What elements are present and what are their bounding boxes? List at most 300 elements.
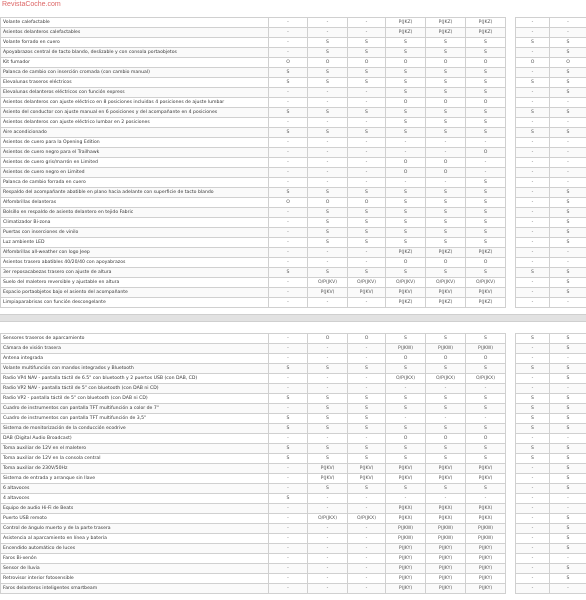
feature-value: S — [348, 228, 386, 238]
column-gap — [506, 238, 516, 248]
feature-label: Asientos delanteros con ajuste eléctrico en 8 posiciones incluidas 4 posiciones de ajuste lumbar — [1, 98, 269, 108]
feature-value: S — [269, 128, 308, 138]
feature-value: S — [466, 38, 506, 48]
feature-value: - — [516, 258, 550, 268]
feature-label: Equipo de audio Hi-Fi de Beats — [1, 504, 269, 514]
feature-value: S — [386, 404, 426, 414]
feature-value: - — [550, 258, 586, 268]
column-gap — [506, 514, 516, 524]
column-gap — [506, 444, 516, 454]
feature-value: S — [308, 188, 348, 198]
feature-label: Alfombrillas all-weather con logo Jeep — [1, 248, 269, 258]
feature-value: S — [426, 444, 466, 454]
table-row — [1, 278, 586, 288]
column-gap — [506, 148, 516, 158]
column-gap — [506, 18, 516, 28]
feature-value: - — [516, 474, 550, 484]
feature-value: S — [550, 344, 586, 354]
feature-value: - — [516, 98, 550, 108]
column-gap — [506, 298, 516, 308]
feature-value: P(JKV) — [348, 474, 386, 484]
feature-value: P(JKV) — [426, 464, 466, 474]
equipment-table-tech — [0, 333, 586, 594]
feature-label: Suelo del maletero reversible y ajustable en altura — [1, 278, 269, 288]
feature-label: Asientos delanteros con ajuste eléctrico lumbar en 2 posiciones — [1, 118, 269, 128]
feature-value: O — [269, 58, 308, 68]
feature-value: S — [550, 524, 586, 534]
feature-value: S — [466, 208, 506, 218]
feature-value: S — [516, 364, 550, 374]
column-gap — [506, 584, 516, 594]
feature-value: - — [466, 384, 506, 394]
feature-value: P(JKV) — [386, 474, 426, 484]
table-row — [1, 554, 586, 564]
table-row — [1, 88, 586, 98]
column-gap — [506, 464, 516, 474]
feature-label: Aire acondicionado — [1, 128, 269, 138]
feature-value: - — [269, 148, 308, 158]
column-gap — [506, 198, 516, 208]
feature-value: S — [466, 238, 506, 248]
feature-value: O — [426, 258, 466, 268]
feature-value: S — [516, 454, 550, 464]
feature-value: S — [308, 108, 348, 118]
feature-value: P(JKZ) — [386, 248, 426, 258]
feature-value: S — [386, 78, 426, 88]
feature-label: Elevalunas traseros eléctricos — [1, 78, 269, 88]
feature-label: Encendido automático de luces — [1, 544, 269, 554]
feature-value: - — [308, 504, 348, 514]
column-gap — [506, 534, 516, 544]
column-gap — [506, 344, 516, 354]
feature-label: Sistema de monitorización de la conducción ecodrive — [1, 424, 269, 434]
column-gap — [506, 334, 516, 344]
feature-label: Bolsillo en respaldo de asiento delantero en tejido Fabric — [1, 208, 269, 218]
feature-value: S — [466, 454, 506, 464]
feature-value: S — [269, 444, 308, 454]
feature-value: P(JKZ) — [466, 28, 506, 38]
feature-value: - — [348, 504, 386, 514]
column-gap — [506, 474, 516, 484]
feature-value: - — [269, 178, 308, 188]
feature-value: - — [348, 88, 386, 98]
feature-label: Volante forrado en cuero — [1, 38, 269, 48]
feature-value: S — [269, 108, 308, 118]
feature-value: O/P(JKV) — [348, 278, 386, 288]
column-gap — [506, 554, 516, 564]
feature-value: - — [550, 554, 586, 564]
feature-value: S — [386, 484, 426, 494]
feature-value: O — [426, 58, 466, 68]
feature-value: - — [426, 148, 466, 158]
table-row — [1, 288, 586, 298]
feature-value: - — [550, 494, 586, 504]
column-gap — [506, 78, 516, 88]
feature-value: - — [269, 514, 308, 524]
feature-value: S — [516, 108, 550, 118]
feature-label: Puertas con inserciones de vinilo — [1, 228, 269, 238]
feature-value: S — [550, 454, 586, 464]
feature-value: S — [550, 78, 586, 88]
feature-value: - — [550, 138, 586, 148]
column-gap — [506, 88, 516, 98]
feature-value: S — [550, 88, 586, 98]
feature-value: - — [269, 484, 308, 494]
table-row — [1, 38, 586, 48]
feature-value: P(JKY) — [386, 554, 426, 564]
feature-value: P(JKY) — [426, 584, 466, 594]
feature-value: - — [308, 298, 348, 308]
column-gap — [506, 384, 516, 394]
feature-value: S — [348, 268, 386, 278]
feature-value: S — [550, 414, 586, 424]
feature-value: S — [348, 48, 386, 58]
table-row — [1, 248, 586, 258]
feature-value: - — [516, 218, 550, 228]
feature-value: - — [269, 464, 308, 474]
feature-value: S — [386, 68, 426, 78]
feature-value: - — [516, 374, 550, 384]
feature-label: Faros Bi-xenón — [1, 554, 269, 564]
feature-value: - — [348, 354, 386, 364]
feature-value: S — [466, 78, 506, 88]
feature-value: - — [269, 288, 308, 298]
feature-value: S — [386, 38, 426, 48]
column-gap — [506, 248, 516, 258]
feature-value: - — [386, 494, 426, 504]
feature-label: Sistema de entrada y arranque sin llave — [1, 474, 269, 484]
column-gap — [506, 48, 516, 58]
column-gap — [506, 574, 516, 584]
column-gap — [506, 288, 516, 298]
feature-value: - — [466, 414, 506, 424]
feature-value: P(JKZ) — [386, 28, 426, 38]
feature-value: - — [348, 574, 386, 584]
feature-value: S — [550, 564, 586, 574]
feature-value: - — [308, 158, 348, 168]
feature-value: S — [348, 68, 386, 78]
feature-value: - — [516, 514, 550, 524]
feature-value: S — [550, 38, 586, 48]
feature-value: - — [269, 278, 308, 288]
feature-value: - — [308, 434, 348, 444]
table-row — [1, 148, 586, 158]
feature-value: - — [516, 228, 550, 238]
feature-value: P(JKW) — [466, 534, 506, 544]
table-row — [1, 108, 586, 118]
feature-label: Asientos de cuero negro para el Trailhawk — [1, 148, 269, 158]
column-gap — [506, 374, 516, 384]
feature-value: S — [348, 364, 386, 374]
feature-value: - — [516, 584, 550, 594]
feature-value: S — [466, 48, 506, 58]
feature-value: - — [516, 118, 550, 128]
feature-value: S — [516, 38, 550, 48]
feature-value: S — [426, 188, 466, 198]
feature-value: - — [426, 138, 466, 148]
feature-value: S — [550, 424, 586, 434]
feature-value: - — [516, 384, 550, 394]
feature-value: - — [269, 564, 308, 574]
feature-value: O — [348, 58, 386, 68]
feature-value: - — [269, 534, 308, 544]
feature-value: S — [550, 68, 586, 78]
table-row — [1, 268, 586, 278]
feature-value: O/P(JKX) — [308, 514, 348, 524]
feature-value: S — [550, 48, 586, 58]
feature-value: O — [550, 58, 586, 68]
feature-value: S — [386, 454, 426, 464]
column-gap — [506, 68, 516, 78]
feature-value: - — [269, 374, 308, 384]
feature-value: - — [516, 158, 550, 168]
table-row — [1, 258, 586, 268]
feature-value: - — [308, 564, 348, 574]
feature-value: S — [466, 118, 506, 128]
feature-value: O/P(JKX) — [386, 374, 426, 384]
feature-value: - — [308, 28, 348, 38]
feature-value: O — [466, 148, 506, 158]
column-gap — [506, 564, 516, 574]
feature-value: S — [308, 78, 348, 88]
feature-value: S — [550, 474, 586, 484]
feature-value: - — [516, 198, 550, 208]
feature-value: - — [269, 554, 308, 564]
feature-value: S — [550, 334, 586, 344]
table-row — [1, 474, 586, 484]
feature-value: - — [269, 218, 308, 228]
column-gap — [506, 434, 516, 444]
feature-value: O — [466, 434, 506, 444]
table-row — [1, 444, 586, 454]
feature-value: O — [426, 434, 466, 444]
feature-label: 4 altavoces — [1, 494, 269, 504]
feature-value: - — [516, 288, 550, 298]
feature-value: - — [308, 138, 348, 148]
feature-value: P(JKV) — [348, 288, 386, 298]
feature-value: O/P(JKV) — [466, 278, 506, 288]
feature-value: S — [426, 268, 466, 278]
column-gap — [506, 414, 516, 424]
feature-label: Toma auxiliar de 12V en la consola central — [1, 454, 269, 464]
feature-value: P(JKV) — [466, 464, 506, 474]
feature-value: O — [386, 158, 426, 168]
feature-label: Cuadro de instrumentos con pantalla TFT multifunción de 3,5" — [1, 414, 269, 424]
feature-value: O — [348, 334, 386, 344]
feature-value: S — [308, 394, 348, 404]
feature-value: S — [348, 108, 386, 118]
feature-value: S — [386, 128, 426, 138]
feature-value: - — [348, 298, 386, 308]
feature-value: - — [550, 18, 586, 28]
feature-value: S — [269, 68, 308, 78]
feature-value: S — [516, 424, 550, 434]
feature-value: S — [426, 48, 466, 58]
feature-value: - — [348, 18, 386, 28]
feature-value: - — [550, 584, 586, 594]
table-row — [1, 404, 586, 414]
feature-label: Espacio portaobjetos bajo el asiento del acompañante — [1, 288, 269, 298]
feature-value: S — [386, 198, 426, 208]
table-row — [1, 354, 586, 364]
column-gap — [506, 424, 516, 434]
feature-value: S — [516, 414, 550, 424]
feature-value: P(JKZ) — [466, 248, 506, 258]
feature-value: - — [550, 384, 586, 394]
table-row — [1, 344, 586, 354]
table-row — [1, 384, 586, 394]
feature-value: S — [269, 78, 308, 88]
feature-value: - — [550, 98, 586, 108]
table-row — [1, 138, 586, 148]
feature-value: - — [550, 178, 586, 188]
feature-value: S — [466, 334, 506, 344]
column-gap — [506, 484, 516, 494]
feature-label: Sensores traseros de aparcamiento — [1, 334, 269, 344]
feature-value: O/P(JKX) — [466, 374, 506, 384]
feature-value: - — [516, 298, 550, 308]
feature-value: S — [426, 128, 466, 138]
feature-label: Radio VP2 - pantalla táctil de 5" con bluetooth (con DAB ni CD) — [1, 394, 269, 404]
table-row — [1, 394, 586, 404]
feature-value: - — [348, 524, 386, 534]
feature-value: P(JKV) — [386, 464, 426, 474]
feature-value: - — [308, 534, 348, 544]
feature-value: - — [348, 584, 386, 594]
feature-value: O — [466, 58, 506, 68]
feature-value: S — [466, 228, 506, 238]
watermark: RevistaCoche.com — [2, 1, 61, 8]
feature-value: O — [308, 198, 348, 208]
feature-label: Radio VP4 NAV - pantalla táctil de 6.5" con bluetooth y 2 puertos USB (con DAB, CD) — [1, 374, 269, 384]
feature-value: P(JKX) — [466, 504, 506, 514]
feature-label: Asientos de cuero negro en Limited — [1, 168, 269, 178]
feature-value: - — [269, 354, 308, 364]
feature-value: S — [348, 38, 386, 48]
feature-value: S — [550, 464, 586, 474]
column-gap — [506, 168, 516, 178]
feature-value: - — [308, 374, 348, 384]
feature-value: S — [550, 268, 586, 278]
feature-value: - — [269, 504, 308, 514]
feature-value: S — [550, 514, 586, 524]
column-gap — [506, 118, 516, 128]
table-row — [1, 18, 586, 28]
feature-value: - — [348, 158, 386, 168]
table-row — [1, 158, 586, 168]
feature-value: - — [348, 258, 386, 268]
feature-value: S — [386, 268, 426, 278]
feature-value: S — [426, 424, 466, 434]
feature-value: O — [426, 168, 466, 178]
feature-value: S — [348, 208, 386, 218]
feature-value: P(JKY) — [466, 574, 506, 584]
feature-value: S — [426, 238, 466, 248]
feature-value: S — [308, 68, 348, 78]
feature-value: - — [348, 554, 386, 564]
feature-value: P(JKW) — [426, 524, 466, 534]
feature-value: - — [348, 168, 386, 178]
feature-value: - — [269, 334, 308, 344]
feature-value: S — [550, 278, 586, 288]
feature-value: - — [516, 178, 550, 188]
table-row — [1, 504, 586, 514]
feature-value: - — [466, 168, 506, 178]
feature-value: S — [426, 404, 466, 414]
feature-value: - — [550, 248, 586, 258]
feature-value: - — [516, 554, 550, 564]
feature-value: - — [269, 88, 308, 98]
feature-value: O — [269, 198, 308, 208]
feature-value: S — [269, 188, 308, 198]
feature-value: - — [348, 28, 386, 38]
feature-value: - — [308, 248, 348, 258]
feature-value: - — [348, 344, 386, 354]
feature-value: P(JKW) — [466, 344, 506, 354]
table-row — [1, 48, 586, 58]
feature-label: Limpiaparabrisas con función descongelante — [1, 298, 269, 308]
feature-label: Volante calefactable — [1, 18, 269, 28]
feature-value: P(JKY) — [386, 544, 426, 554]
feature-value: S — [386, 364, 426, 374]
feature-value: S — [466, 394, 506, 404]
feature-value: O — [348, 198, 386, 208]
feature-value: S — [466, 68, 506, 78]
feature-value: P(JKY) — [386, 584, 426, 594]
feature-value: S — [426, 208, 466, 218]
feature-value: - — [308, 524, 348, 534]
column-gap — [506, 228, 516, 238]
feature-value: S — [386, 228, 426, 238]
feature-value: - — [516, 574, 550, 584]
feature-value: S — [308, 228, 348, 238]
equipment-table-interior — [0, 17, 586, 308]
feature-value: - — [269, 118, 308, 128]
feature-value: S — [516, 394, 550, 404]
feature-value: P(JKW) — [426, 534, 466, 544]
column-gap — [506, 544, 516, 554]
feature-value: P(JKW) — [386, 344, 426, 354]
feature-value: S — [386, 188, 426, 198]
feature-value: S — [308, 218, 348, 228]
feature-value: - — [348, 374, 386, 384]
table-row — [1, 78, 586, 88]
feature-value: S — [308, 364, 348, 374]
column-gap — [506, 268, 516, 278]
feature-value: S — [550, 364, 586, 374]
feature-label: 3er reposacabezas trasero con ajuste de altura — [1, 268, 269, 278]
feature-label: DAB (Digital Audio Broadcast) — [1, 434, 269, 444]
table-row — [1, 128, 586, 138]
feature-value: O — [308, 334, 348, 344]
feature-value: S — [466, 444, 506, 454]
feature-value: S — [466, 88, 506, 98]
feature-label: Apoyabrazos central de tacto blando, deslizable y con consola portaobjetos — [1, 48, 269, 58]
feature-value: - — [308, 344, 348, 354]
feature-value: S — [348, 78, 386, 88]
feature-value: - — [308, 574, 348, 584]
feature-value: - — [386, 138, 426, 148]
feature-label: Asientos de cuero para la Opening Edition — [1, 138, 269, 148]
feature-value: S — [308, 48, 348, 58]
feature-value: - — [269, 158, 308, 168]
feature-value: S — [386, 238, 426, 248]
table-row — [1, 228, 586, 238]
feature-value: S — [269, 268, 308, 278]
feature-value: P(JKV) — [308, 288, 348, 298]
feature-value: - — [269, 474, 308, 484]
feature-value: S — [348, 414, 386, 424]
